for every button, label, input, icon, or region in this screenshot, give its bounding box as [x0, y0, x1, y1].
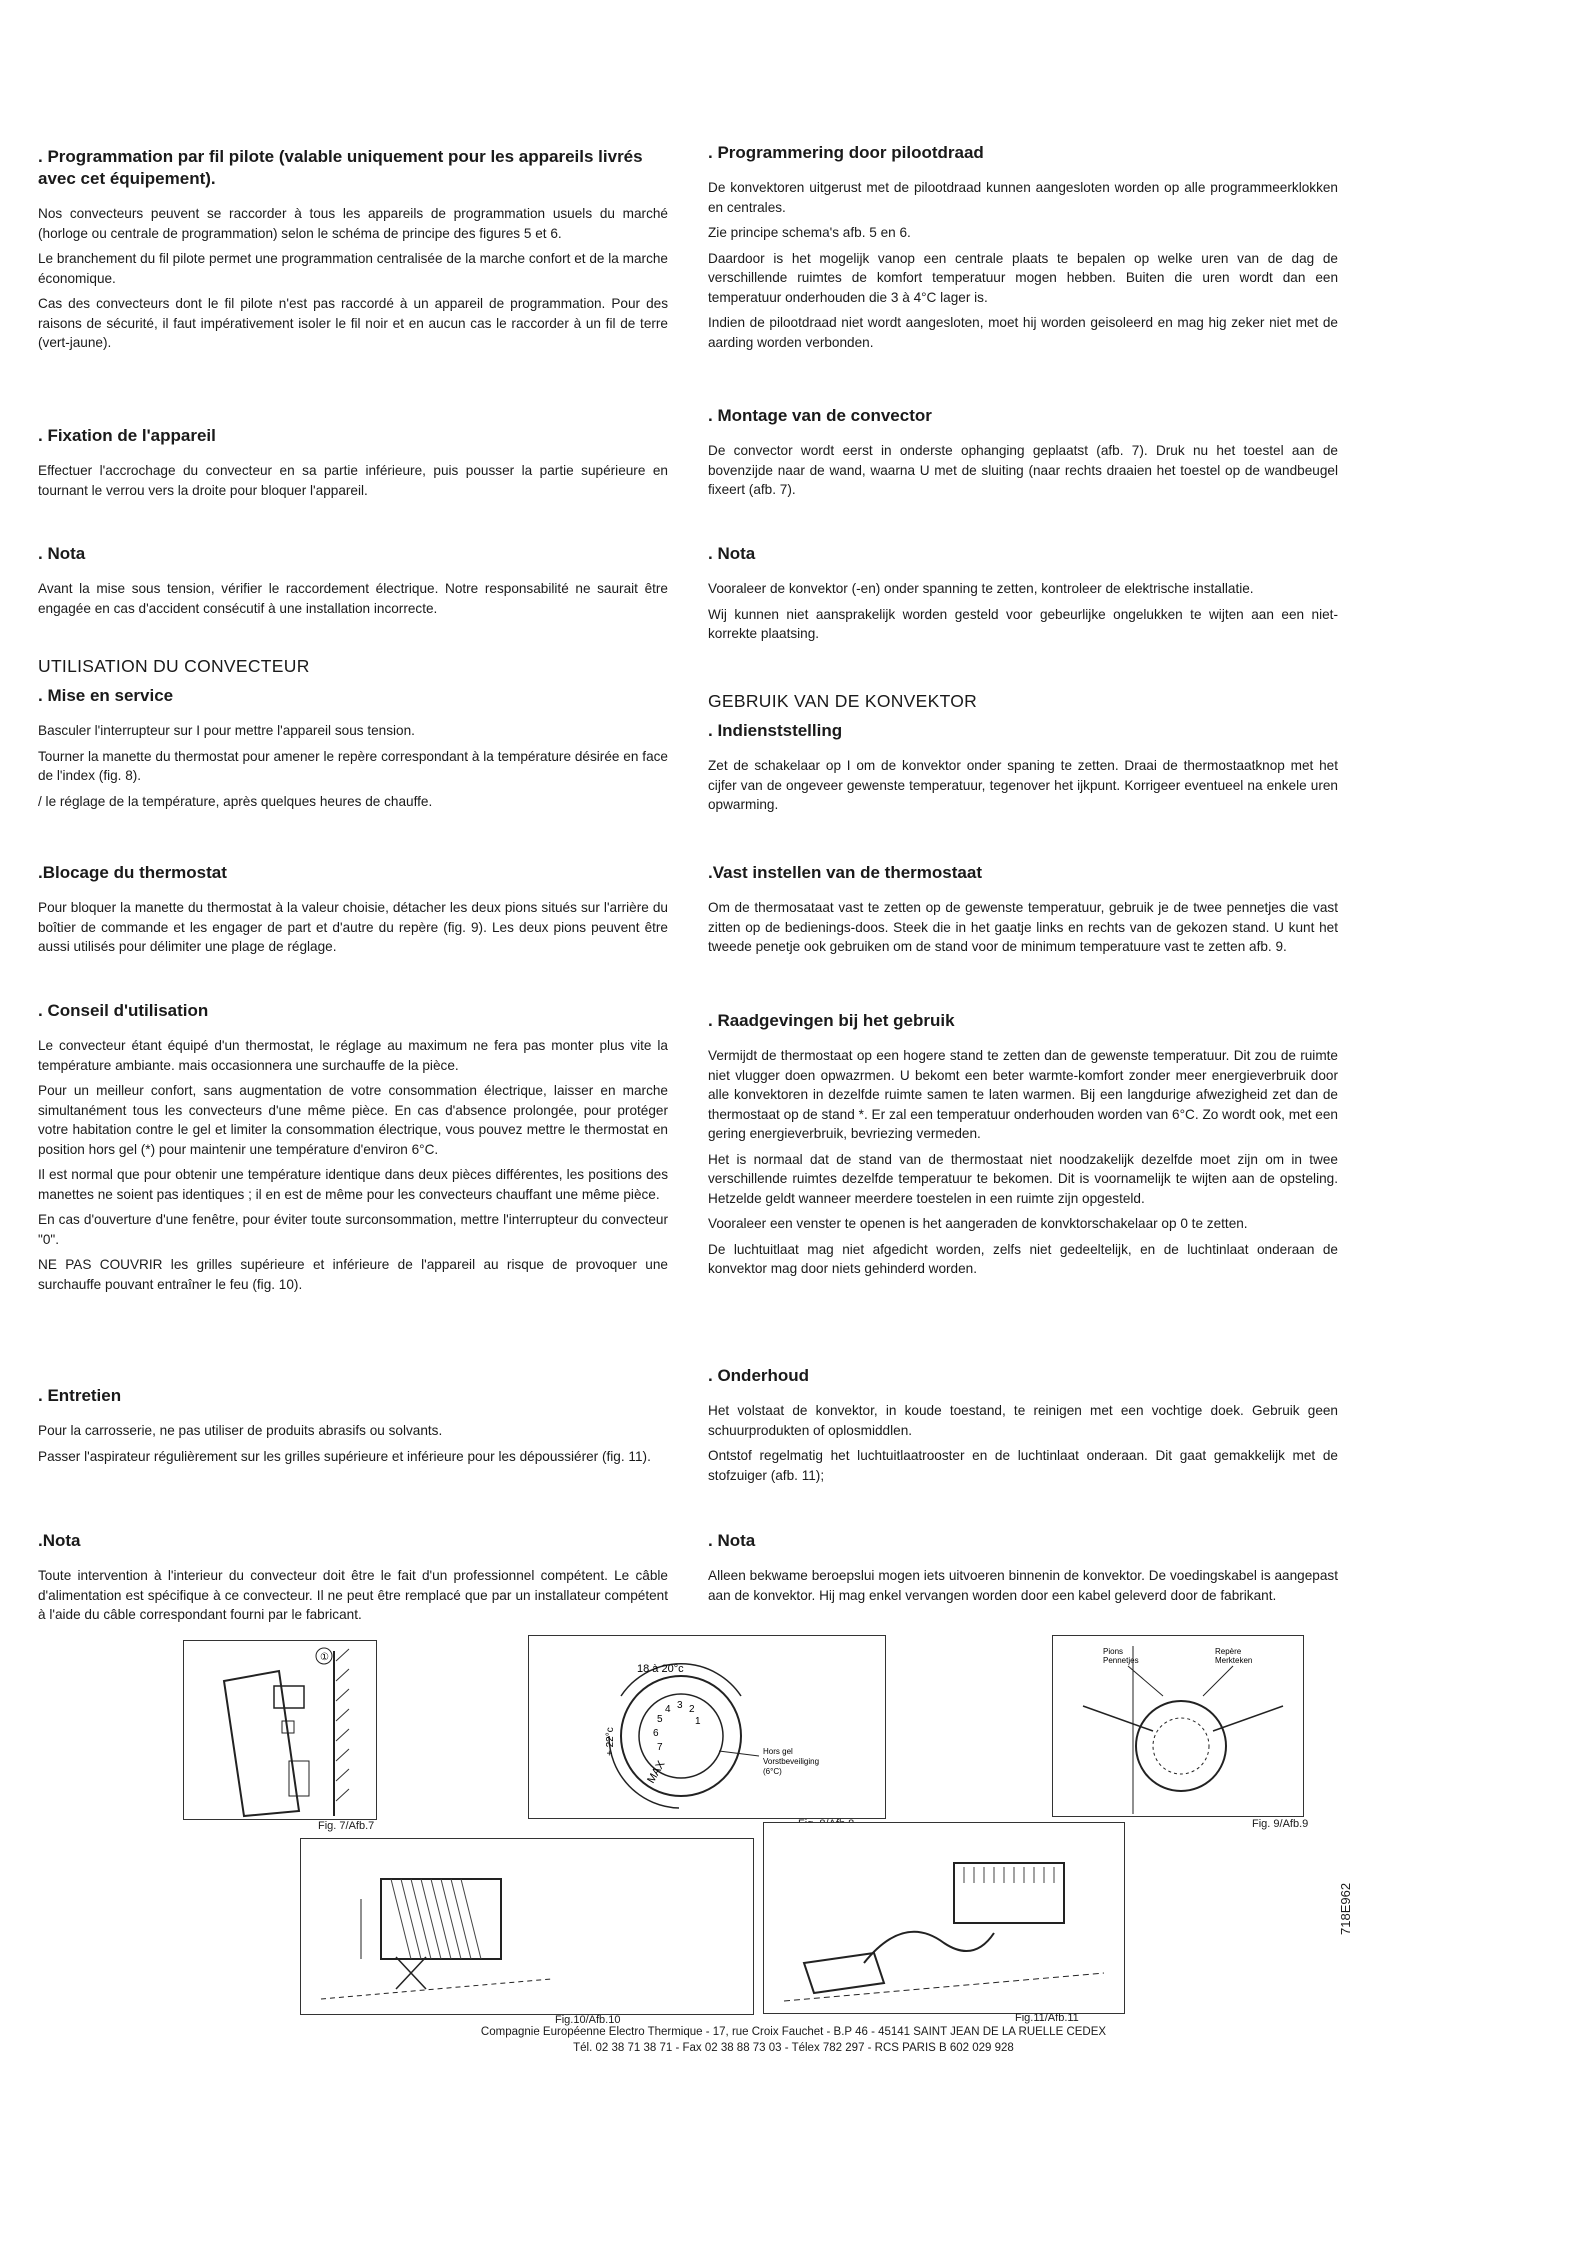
dial-number: 7	[657, 1742, 663, 1753]
section-utilisation	[38, 655, 668, 817]
section-raadgevingen	[708, 1010, 1338, 1285]
paragraph: Het is normaal dat de stand van de thermostaat niet noodzakelijk dezelfde moet zijn om in twee verschillende ruimtes dezelfde temperatuur te bekomen. Dit is voornamelijk te wijten aan de opsteling. Hetzelde geldt wanneer meerdere toestelen in een ruimte zijn opgesteld.	[708, 1151, 1338, 1206]
pins-label: Pions	[1103, 1647, 1124, 1656]
section-nota-nl-1	[708, 543, 1338, 650]
section-title: . Onderhoud	[708, 1366, 810, 1385]
section-title: .Vast instellen van de thermostaat	[708, 863, 982, 882]
paragraph: NE PAS COUVRIR les grilles supérieure et inférieure de l'appareil au risque de provoquer une surchauffe pouvant entraîner le feu (fig. 10).	[38, 1257, 668, 1292]
section-nota-1	[38, 543, 668, 624]
section-onderhoud	[708, 1365, 1338, 1491]
paragraph: Zet de schakelaar op I om de konvektor onder spaning te zetten. Draai de thermostaatknop met het cijfer van de ongeveer gewenste temperatuur, tegenover het ijkpunt. Korrigeer eventueel na enkele uren opwarming.	[708, 758, 1338, 812]
figure-7	[183, 1640, 377, 1820]
section-title: . Programmering door pilootdraad	[708, 143, 984, 162]
paragraph: Daardoor is het mogelijk vanop een centrale plaats te bepalen op welke uren van de dag de verschillende ruimtes de komfort temperatuur mogen hebben. Buiten die uren wordt dan een temperatuur onderhouden die 3 à 4°C lager is.	[708, 250, 1338, 305]
thermostat-dial-illustration	[529, 1636, 885, 1818]
dial-side-label: + 22°c	[605, 1727, 616, 1756]
paragraph: Om de thermosataat vast te zetten op de gewenste temperatuur, gebruik je de twee pennetjes die vast zitten op de bedienings-doos. Steek die in het gaatje links en rechts van de gekozen stand. U kunt het tweede penetje ook gebruiken om de stand voor de minimum temperatuure vast te zetten afb. 9.	[708, 900, 1338, 954]
paragraph: Nos convecteurs peuvent se raccorder à tous les appareils de programmation usuels du marché (horloge ou centrale de programmation) selon le schéma de principe des figures 5 et 6.	[38, 206, 668, 241]
section-entretien	[38, 1385, 668, 1472]
dial-number: 3	[677, 1700, 683, 1711]
paragraph: Pour un meilleur confort, sans augmentation de votre consommation électrique, laisser en marche simultanément tous les convecteurs d'une même pièce. En cas d'absence prolongée, pour protéger votre habitation contre le gel et limiter la consommation électrique, vous pouvez mettre le thermostat en position hors gel (*) pour maintenir une température d'environ 6°C.	[38, 1083, 668, 1157]
svg-text:①: ①	[320, 1652, 329, 1663]
document-code: 718E962	[1338, 1882, 1353, 1935]
section-title: . Nota	[708, 544, 756, 563]
footer-company: Compagnie Européenne Electro Thermique - 17, rue Croix Fauchet - B.P 46 - 45141 SAINT JEAN DE LA RUELLE CEDEX	[480, 2026, 1107, 2038]
frost-legend: Hors gel	[763, 1747, 793, 1756]
do-not-cover-illustration	[301, 1839, 753, 2014]
dial-number: 2	[689, 1704, 695, 1715]
paragraph: Vooraleer de konvektor (-en) onder spanning te zetten, kontroleer de elektrische installatie.	[708, 581, 1254, 596]
section-programmering	[708, 142, 1338, 358]
dial-max-label: MAX	[645, 1758, 668, 1786]
paragraph: Pour bloquer la manette du thermostat à la valeur choisie, détacher les deux pions situés sur l'arrière du boîtier de commande et les engager de part et d'autre du repère (fig. 9). Les deux pions peuvent être aussi utilisés pour délimiter une plage de réglage.	[38, 900, 668, 954]
section-gebruik	[708, 690, 1338, 821]
section-programmation	[38, 146, 668, 359]
paragraph: Alleen bekwame beroepslui mogen iets uitvoeren binnenin de konvektor. De voedingskabel is aangepast aan de konvektor. Hij mag enkel vervangen worden door een kabel geleverd door de fabrikant.	[708, 1568, 1338, 1603]
dial-number: 4	[665, 1704, 671, 1715]
section-title: . Nota	[38, 544, 86, 563]
paragraph: Toute intervention à l'interieur du convecteur doit être le fait d'un professionnel compétent. Le câble d'alimentation est spécifique à ce convecteur. Il ne peut être remplacé que par un installateur compétent à l'aide du câble correspondant fourni par le fabricant.	[38, 1568, 668, 1622]
paragraph: Passer l'aspirateur régulièrement sur les grilles supérieure et inférieure pour les dépoussiérer (fig. 11).	[38, 1448, 651, 1464]
frost-legend-temp: (6°C)	[763, 1767, 782, 1776]
pins-label-nl: Pennetjes	[1103, 1656, 1139, 1665]
figure-9	[1052, 1635, 1304, 1817]
section-fixation	[38, 425, 668, 506]
section-blocage	[38, 862, 668, 963]
paragraph: Ontstof regelmatig het luchtuitlaatrooster en de luchtinlaat onderaan. Dit gaat gemakkelijk met de stofzuiger (afb. 11);	[708, 1448, 1338, 1483]
paragraph: Wij kunnen niet aansprakelijk worden gesteld voor gebeurlijke ongelukken te wijten aan een niet-korrekte plaatsing.	[708, 606, 1338, 641]
paragraph: Il est normal que pour obtenir une température identique dans deux pièces différentes, les positions des manettes ne soient pas identiques ; il en est de même pour les convecteurs chauffant une même pièce.	[38, 1167, 668, 1202]
section-nota-nl-2	[708, 1530, 1338, 1611]
section-title: . Mise en service	[38, 686, 174, 705]
paragraph: De konvektoren uitgerust met de pilootdraad kunnen aangesloten worden op alle programmeerklokken en centrales.	[708, 180, 1338, 215]
section-montage	[708, 405, 1338, 506]
section-title: . Nota	[708, 1531, 756, 1550]
paragraph: En cas d'ouverture d'une fenêtre, pour éviter toute surconsommation, mettre l'interrupteur du convecteur "0".	[38, 1212, 668, 1247]
dial-top-label: 18 à 20°c	[637, 1663, 684, 1675]
figure-10-caption: Fig.10/Afb.10	[555, 2014, 621, 2026]
section-title: . Indienststelling	[708, 721, 843, 740]
chapter-heading: GEBRUIK VAN DE KONVEKTOR	[708, 691, 978, 711]
paragraph: Le branchement du fil pilote permet une programmation centralisée de la marche confort et de la marche économique.	[38, 251, 668, 286]
section-title: .Nota	[38, 1531, 81, 1550]
figure-9-caption: Fig. 9/Afb.9	[1252, 1818, 1309, 1830]
paragraph: Cas des convecteurs dont le fil pilote n'est pas raccordé à un appareil de programmation. Pour des raisons de sécurité, il faut impérativement isoler le fil noir et en aucun cas le raccorder à un fil de terre (vert-jaune).	[38, 296, 668, 350]
paragraph: Le convecteur étant équipé d'un thermostat, le réglage au maximum ne fera pas monter plus vite la température ambiante. mais occasionnera une surchauffe de la pièce.	[38, 1038, 668, 1073]
dial-number: 6	[653, 1728, 659, 1739]
dial-number: 1	[695, 1716, 701, 1727]
section-title: . Entretien	[38, 1386, 122, 1405]
mark-label-nl: Merkteken	[1215, 1656, 1253, 1665]
paragraph: Indien de pilootdraad niet wordt aangesloten, moet hij worden geisoleerd en mag hig zeker niet met de aarding worden verbonden.	[708, 315, 1338, 350]
paragraph: Effectuer l'accrochage du convecteur en sa partie inférieure, puis pousser la partie supérieure en tournant le verrou vers la droite pour bloquer l'appareil.	[38, 463, 668, 498]
paragraph: Pour la carrosserie, ne pas utiliser de produits abrasifs ou solvants.	[38, 1423, 443, 1438]
footer-contact: Tél. 02 38 71 38 71 - Fax 02 38 88 73 03 - Télex 782 297 - RCS PARIS B 602 029 928	[573, 2042, 1014, 2054]
section-title: . Raadgevingen bij het gebruik	[708, 1011, 955, 1030]
paragraph: Basculer l'interrupteur sur I pour mettre l'appareil sous tension.	[38, 723, 415, 738]
paragraph: Zie principe schema's afb. 5 en 6.	[708, 225, 911, 240]
wall-mount-illustration	[184, 1641, 376, 1819]
vacuum-cleaning-illustration	[764, 1823, 1124, 2013]
dial-number: 5	[657, 1714, 663, 1725]
paragraph: De luchtuitlaat mag niet afgedicht worden, zelfs niet gedeeltelijk, en de luchtinlaat onderaan de konvektor mag door niets gehinderd worden.	[708, 1241, 1338, 1276]
figure-11-caption: Fig.11/Afb.11	[1015, 2012, 1079, 2024]
paragraph: De convector wordt eerst in onderste ophanging geplaatst (afb. 7). Druk nu het toestel aan de bovenzijde naar de wand, waarna U met de sluiting (naar rechts draaien het toestel op de wandbeugel fixeert (afb. 7).	[708, 443, 1338, 497]
paragraph: Vooraleer een venster te openen is het aangeraden de konvktorschakelaar op 0 te zetten.	[708, 1216, 1248, 1231]
section-title: .Blocage du thermostat	[38, 863, 227, 882]
paragraph: Avant la mise sous tension, vérifier le raccordement électrique. Notre responsabilité ne saurait être engagée en cas d'accident consécutif à une installation incorrecte.	[38, 581, 668, 616]
figure-7-caption: Fig. 7/Afb.7	[318, 1820, 375, 1832]
section-title: . Programmation par fil pilote (valable uniquement pour les appareils livrés avec cet équipement).	[38, 147, 643, 188]
figure-10	[300, 1838, 754, 2015]
paragraph: Tourner la manette du thermostat pour amener le repère correspondant à la température désirée en face de l'index (fig. 8).	[38, 748, 668, 783]
section-title: . Fixation de l'appareil	[38, 426, 216, 445]
figure-11	[763, 1822, 1125, 2014]
section-conseil	[38, 1000, 668, 1300]
figure-8	[528, 1635, 886, 1819]
section-nota-2	[38, 1530, 668, 1631]
paragraph: Het volstaat de konvektor, in koude toestand, te reinigen met een vochtige doek. Gebruik geen schuurprodukten of oplosmiddlen.	[708, 1403, 1338, 1438]
section-vast-instellen	[708, 862, 1338, 963]
paragraph: / le réglage de la température, après quelques heures de chauffe.	[38, 793, 433, 809]
section-title: . Montage van de convector	[708, 406, 932, 425]
section-title: . Conseil d'utilisation	[38, 1001, 209, 1020]
mark-label: Repère	[1215, 1647, 1242, 1656]
thermostat-pins-illustration	[1053, 1636, 1303, 1816]
frost-legend-nl: Vorstbeveiliging	[763, 1757, 820, 1766]
paragraph: Vermijdt de thermostaat op een hogere stand te zetten dan de gewenste temperatuur. Dit zou de ruimte niet vlugger doen opwazrmen. U bekomt een beter warmte-komfort zonder meer energieverbruik door alle konvektoren in dezelfde ruimte samen te laten warmen. Bij een langdurige afwezigheid zet dan de thermostaat op de stand *. Er zal een temperatuur onderhouden worden van 6°C. Zo wordt ook, met een gering energieverbruik, bevriezing vermeden.	[708, 1048, 1338, 1141]
chapter-heading: UTILISATION DU CONVECTEUR	[38, 656, 310, 676]
